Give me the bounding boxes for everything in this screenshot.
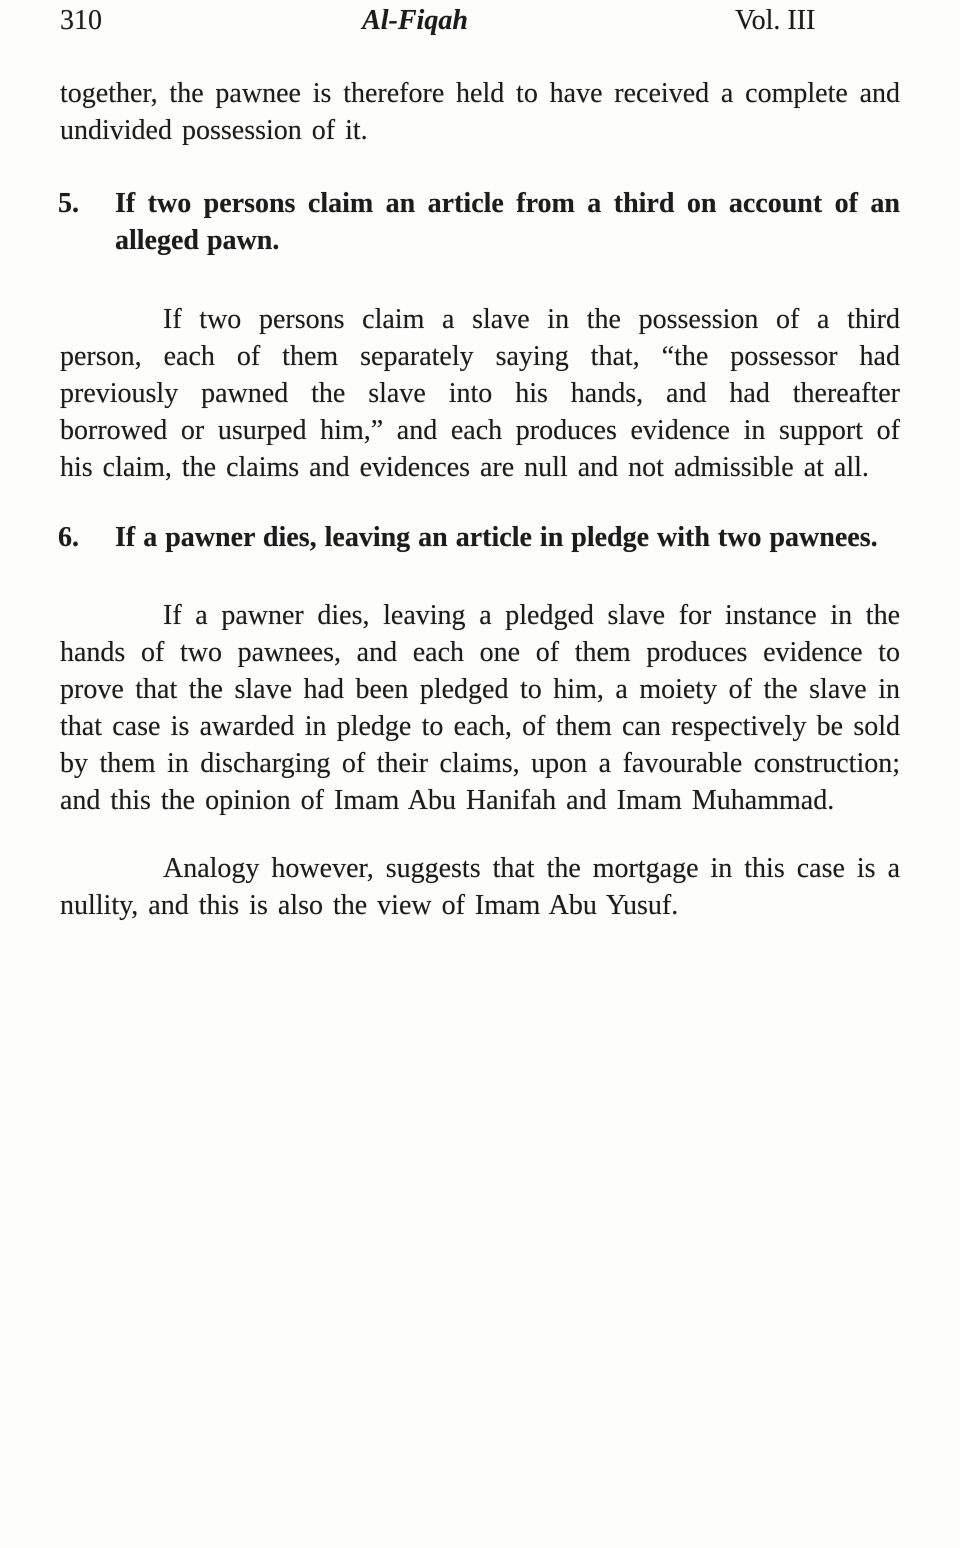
paragraph-continuation: together, the pawnee is therefore held to have received a complete and undivided possession of it.: [60, 78, 900, 146]
section-6-heading: [60, 519, 900, 556]
section-6-title: If a pawner dies, leaving an article in pledge with two pawnees.: [115, 522, 878, 553]
section-5-body: If two persons claim a slave in the possession of a third person, each of them separately saying that, “the possessor had previously pawned the slave into his hands, and had thereafter borrowed or usurped him,” and each produces evidence in support of his claim, the claims and evidences are null and not admissible at all.: [60, 304, 900, 483]
page-content: [60, 75, 900, 924]
section-5-title: If two persons claim an article from a third on account of an alleged pawn.: [115, 188, 900, 256]
paragraph-closing: Analogy however, suggests that the mortgage in this case is a nullity, and this is also the view of Imam Abu Yusuf.: [60, 853, 900, 921]
section-6-body: If a pawner dies, leaving a pledged slave for instance in the hands of two pawnees, and each one of them produces evidence to prove that the slave had been pledged to him, a moiety of the slave in that case is awarded in pledge to each, of them can respectively be sold by them in discharging of their claims, upon a favourable construction; and this the opinion of Imam Abu Hanifah and Imam Muhammad.: [60, 600, 900, 816]
running-header: [0, 5, 960, 47]
page-number: 310: [60, 5, 102, 36]
book-title: Al-Fiqah: [362, 5, 468, 36]
section-5-number: 5.: [58, 188, 79, 219]
volume-label: Vol. III: [735, 5, 816, 36]
section-6-number: 6.: [58, 522, 79, 553]
section-5-heading: [60, 185, 900, 259]
